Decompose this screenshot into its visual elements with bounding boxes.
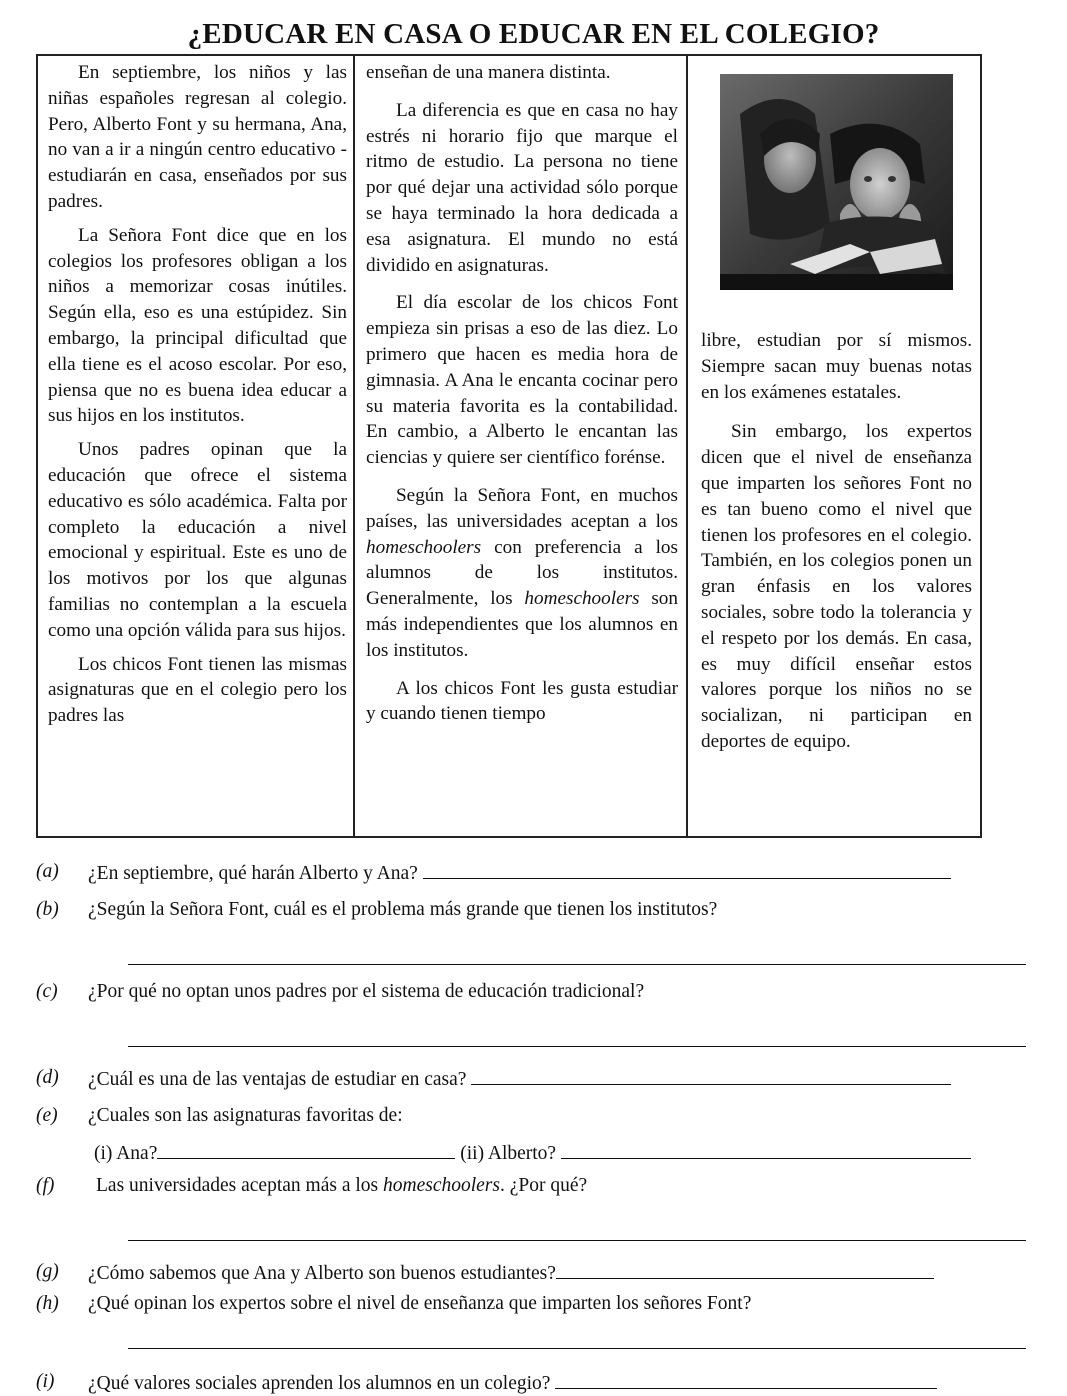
sub-label-alberto: (ii) Alberto? (460, 1143, 557, 1164)
text-run: con preferencia a los alumnos de los institutos. Generalmente, los (366, 536, 678, 610)
question-text: ¿Cuales son las asignaturas favoritas de: (88, 1105, 403, 1126)
question-text: ¿Qué opinan los expertos sobre el nivel de enseñanza que imparten los señores Font? (88, 1293, 752, 1314)
photo-mother-and-child-reading (720, 74, 953, 290)
article-column-2 (355, 56, 688, 836)
answer-line[interactable] (423, 860, 951, 879)
question-text (88, 1066, 951, 1092)
question-label: ¿Qué valores sociales aprenden los alumnos en un colegio? (88, 1373, 551, 1394)
paragraph: enseñan de una manera distinta. (366, 62, 611, 83)
paragraph: La Señora Font dice que en los colegios los profesores obligan a los niños a memorizar cosas inútiles. Según ella, eso es una estúpidez. Sin embargo, la principal dificultad que ella tiene es el acoso escolar. Por eso, piensa que no es buena idea educar a sus hijos en los institutos. (48, 224, 347, 427)
question-letter: (b) (36, 899, 59, 920)
article-column-1 (38, 56, 355, 836)
answer-line[interactable] (128, 1348, 1026, 1349)
answer-line[interactable] (471, 1066, 951, 1085)
article-column-3 (688, 56, 982, 836)
paragraph: Unos padres opinan que la educación que ofrece el sistema educativo es sólo académica. Falta por completo la educación a nivel emocional y espiritual. Este es uno de los motivos por los que algunas familias no contemplan a la escuela como una opción válida para sus hijos. (48, 439, 347, 641)
text-run-italic: homeschoolers (524, 588, 640, 610)
text-run: Según la Señora Font, en muchos países, las universidades aceptan a los (366, 484, 678, 532)
text-run: Las universidades aceptan más a los (96, 1175, 383, 1196)
question-label: ¿Cómo sabemos que Ana y Alberto son buenos estudiantes? (88, 1263, 556, 1284)
question-text (88, 860, 951, 886)
text-run: son más independientes que los alumnos en los institutos. (366, 588, 678, 661)
answer-line[interactable] (556, 1260, 934, 1279)
paragraph: La diferencia es que en casa no hay estrés ni horario fijo que marque el ritmo de estudio. La persona no tiene por qué dejar una actividad sólo porque se haya terminado la hora dedicada a esa asignatura. El mundo no está dividido en asignaturas. (366, 99, 678, 276)
paragraph: En septiembre, los niños y las niñas españoles regresan al colegio. Pero, Alberto Font y su hermana, Ana, no van a ir a ningún centro educativo - estudiarán en casa, enseñados por sus padres. (48, 62, 347, 212)
question-label: ¿En septiembre, qué harán Alberto y Ana? (88, 863, 418, 884)
question-text (88, 1370, 937, 1396)
article-box (36, 54, 982, 838)
question-subparts (94, 1140, 971, 1166)
question-letter: (a) (36, 861, 59, 882)
question-label: ¿Cuál es una de las ventajas de estudiar en casa? (88, 1069, 467, 1090)
answer-line[interactable] (128, 964, 1026, 965)
paragraph: Los chicos Font tienen las mismas asignaturas que en el colegio pero los padres las (48, 653, 347, 727)
question-letter: (h) (36, 1293, 59, 1314)
answer-line-alberto[interactable] (561, 1140, 971, 1159)
paragraph: libre, estudian por sí mismos. Siempre sacan muy buenas notas en los exámenes estatales. (701, 330, 972, 403)
paragraph: El día escolar de los chicos Font empieza sin prisas a eso de las diez. Lo primero que hacen es media hora de gimnasia. A Ana le encanta cocinar pero su materia favorita es la contabilidad. En cambio, a Alberto le encantan las ciencias y quiere ser científico forénse. (366, 292, 678, 469)
text-run-italic: homeschoolers (366, 536, 482, 558)
question-text: ¿Según la Señora Font, cuál es el problema más grande que tienen los institutos? (88, 899, 718, 920)
column-3-text (701, 328, 972, 755)
sub-label-ana: (i) Ana? (94, 1143, 158, 1164)
text-run-italic: homeschoolers (383, 1175, 500, 1196)
question-text (88, 1260, 934, 1286)
answer-line-ana[interactable] (157, 1140, 455, 1159)
paragraph: A los chicos Font les gusta estudiar y cuando tienen tiempo (366, 677, 678, 725)
answer-line[interactable] (128, 1046, 1026, 1047)
question-letter: (e) (36, 1105, 58, 1126)
question-text (96, 1174, 587, 1198)
question-text: ¿Por qué no optan unos padres por el sistema de educación tradicional? (88, 981, 645, 1002)
answer-line[interactable] (555, 1370, 937, 1389)
answer-line[interactable] (128, 1240, 1026, 1241)
question-letter: (f) (36, 1175, 55, 1196)
page-title: ¿EDUCAR EN CASA O EDUCAR EN EL COLEGIO? (187, 18, 880, 50)
paragraph (366, 483, 678, 664)
text-run: . ¿Por qué? (499, 1175, 588, 1196)
question-letter: (g) (36, 1261, 59, 1282)
question-letter: (d) (36, 1067, 59, 1088)
question-letter: (i) (36, 1371, 55, 1392)
question-letter: (c) (36, 981, 58, 1002)
paragraph: Sin embargo, los expertos dicen que el nivel de enseñanza que imparten los señores Font no es tan bueno como el nivel que tienen los profesores en el colegio. También, en los colegios ponen un gran énfasis en los valores sociales, sobre todo la tolerancia y el respeto por los demás. En casa, es muy difícil enseñar estos valores porque los niños no se socializan, ni participan en deportes de equipo. (701, 421, 972, 752)
